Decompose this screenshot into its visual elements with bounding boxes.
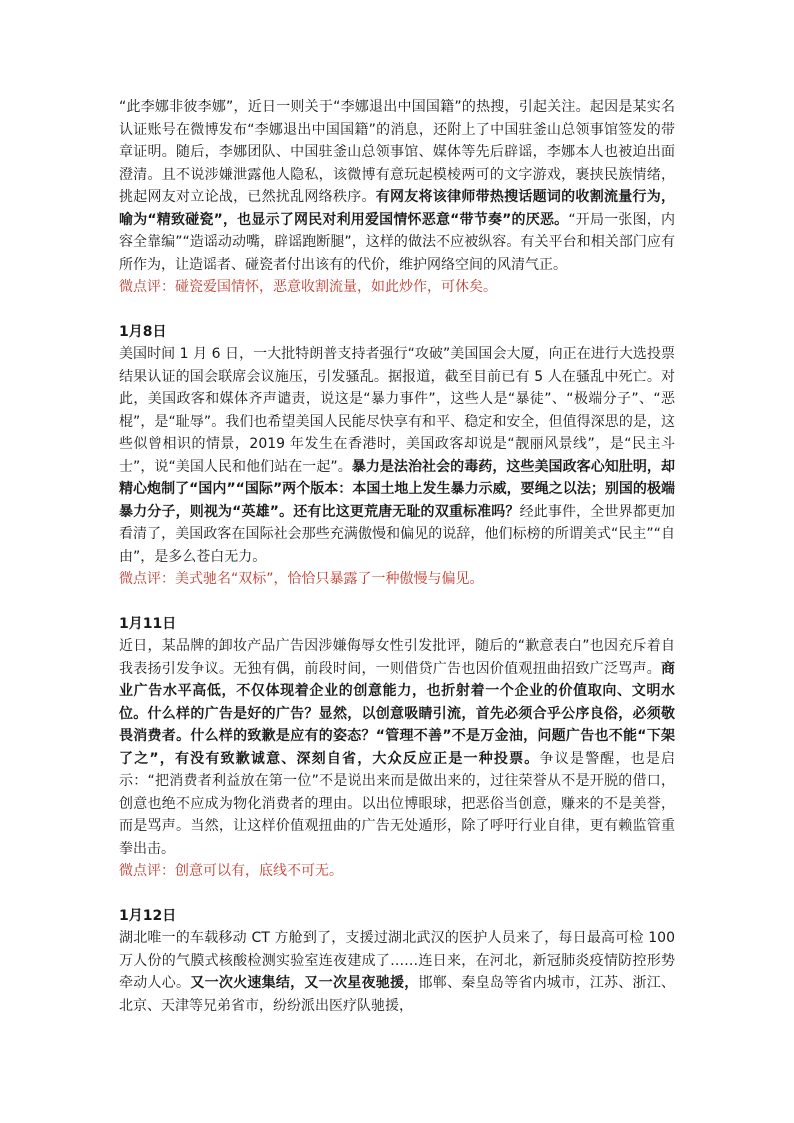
- bold-text-run: 有网友将该律师带热搜话题词的收割流量行为，喻为“精致碰瓷”，也显示了网民对利用爱国情怀恶意“带节奏”的厌恶。: [119, 189, 676, 228]
- bold-text-run: 暴力是法治社会的毒药，这些美国政客心知肚明，却精心炮制了“国内”“国际”两个版本：本国土地上发生暴力示威，要绳之以法；别国的极端暴力分子，则视为“英雄”。还有比这更荒唐无耻的双重标准吗？: [119, 458, 675, 520]
- text-run: “开局一张图，内容全靠编”“造谣动动嘴，辟谣跑断腿”，这样的做法不应被纵容。有关平台和相关部门应有所作为，让造谣者、碰瓷者付出该有的代价，维护网络空间的风清气正。: [119, 211, 675, 273]
- micro-comment: 微点评：创意可以有，底线不可无。: [119, 863, 343, 879]
- entry-paragraph: [119, 635, 675, 860]
- entry-paragraph: [119, 927, 675, 1017]
- entry-date: 1月12日: [119, 907, 177, 924]
- entry-section-4: [119, 905, 675, 1018]
- entry-section-3: [119, 613, 675, 883]
- entry-section-1: [119, 96, 675, 299]
- bold-text-run: 商业广告水平高低，不仅体现着企业的创意能力，也折射着一个企业的价值取向、文明水位。什么样的广告是好的广告？显然，以创意吸睛引流，首先必须合乎公序良俗，必须敬畏消费者。什么样的致歉是应有的姿态？“管理不善”不是万金油，问题广告也不能“下架了之”，有没有致歉诚意、深刻自省，大众反应正是一种投票。: [119, 660, 675, 767]
- text-run: 争议是警醒，也是启示：“把消费者利益放在第一位”不是说出来而是做出来的，过往荣誉从不是开脱的借口，创意也绝不应成为物化消费者的理由。以出位博眼球，把恶俗当创意，赚来的不是美誉，而是骂声。当然，让这样价值观扭曲的广告无处遁形，除了呼吁行业自律，更有赖监管重拳出击。: [119, 750, 676, 857]
- micro-comment: 微点评：碰瓷爱国情怀，恶意收割流量，如此炒作，可休矣。: [119, 279, 497, 295]
- text-run: 湖北唯一的车载移动 CT 方舱到了，支援过湖北武汉的医护人员来了，每日最高可检 100 万人份的气膜式核酸检测实验室连夜建成了……连日来，在河北，新冠肺炎疫情防控形势牵动人心。: [119, 930, 675, 991]
- text-run: 美国时间 1 月 6 日，一大批特朗普支持者强行“攻破”美国国会大厦，向正在进行大选投票结果认证的国会联席会议施压，引发骚乱。据报道，截至目前已有 5 人在骚乱中死亡。对此，美国政客和媒体齐声谴责，说这是“暴力事件”，这些人是“暴徒”、“极端分子”、“恶棍”，是“耻辱”。我们也希望美国人民能尽快享有和平、稳定和安全，但值得深思的是，这些似曾相识的情景，2019 年发生在香港时，美国政客却说是“靓丽风景线”，是“民主斗士”，说“美国人民和他们站在一起”。: [119, 346, 675, 475]
- entry-date: 1月11日: [119, 615, 177, 632]
- entry-paragraph: [119, 343, 675, 568]
- bold-text-run: 又一次火速集结，又一次星夜驰援，: [190, 975, 419, 991]
- entry-section-2: [119, 321, 675, 591]
- text-run: 经此事件，全世界都更加看清了，美国政客在国际社会那些充满傲慢和偏见的说辞，他们标榜的所谓美式“民主”“自由”，是多么苍白无力。: [119, 503, 675, 565]
- entry-date: 1月8日: [119, 323, 167, 340]
- text-run: “此李娜非彼李娜”，近日一则关于“李娜退出中国国籍”的热搜，引起关注。起因是某实名认证账号在微博发布“李娜退出中国国籍”的消息，还附上了中国驻釜山总领事馆签发的带章证明。随后，李娜团队、中国驻釜山总领事馆、媒体等先后辟谣，李娜本人也被迫出面澄清。且不说涉嫌泄露他人隐私，该微博有意玩起模棱两可的文字游戏，裹挟民族情绪，挑起网友对立论战，已然扰乱网络秩序。: [119, 99, 675, 205]
- text-run: 近日，某品牌的卸妆产品广告因涉嫌侮辱女性引发批评，随后的“歉意表白”也因充斥着自我表扬引发争议。无独有偶，前段时间，一则借贷广告也因价值观扭曲招致广泛骂声。: [119, 638, 675, 677]
- text-run: 邯郸、秦皇岛等省内城市，江苏、浙江、北京、天津等兄弟省市，纷纷派出医疗队驰援，: [119, 975, 676, 1014]
- micro-comment: 微点评：美式驰名“双标”，恰恰只暴露了一种傲慢与偏见。: [119, 571, 484, 587]
- entry-paragraph: [119, 96, 675, 276]
- document-page: [119, 96, 675, 1039]
